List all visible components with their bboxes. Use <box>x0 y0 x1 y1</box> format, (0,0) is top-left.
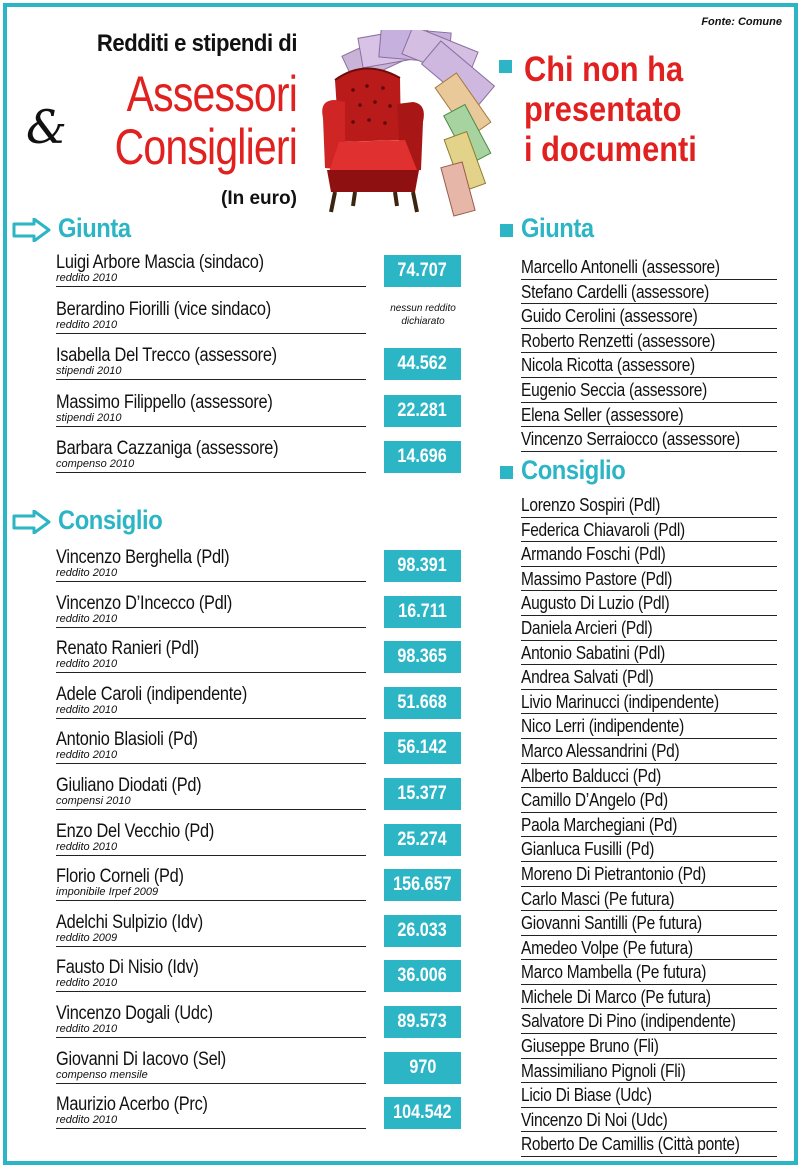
missing-person-item <box>521 985 777 1010</box>
missing-person-item <box>521 518 777 543</box>
missing-person-name: Giovanni Santilli (Pe futura) <box>521 913 702 934</box>
missing-person-name: Marco Mambella (Pe futura) <box>521 962 707 983</box>
row-divider <box>56 900 366 901</box>
income-row <box>56 866 461 912</box>
income-type: reddito 2010 <box>56 977 118 990</box>
income-value-text: 36.006 <box>397 965 448 987</box>
missing-person-item <box>521 542 777 567</box>
person-name: Antonio Blasioli (Pd) <box>56 729 198 751</box>
income-value-text: 104.542 <box>393 1102 452 1124</box>
person-name: Luigi Arbore Mascia (sindaco) <box>56 252 264 273</box>
income-value <box>384 960 461 992</box>
missing-person-item <box>521 255 777 280</box>
row-divider <box>56 627 366 628</box>
row-divider <box>56 379 366 380</box>
row-divider <box>56 946 366 947</box>
missing-person-name: Daniela Arcieri (Pdl) <box>521 617 653 638</box>
missing-person-name: Roberto De Camillis (Città ponte) <box>521 1134 740 1155</box>
income-value-text: 970 <box>409 1056 436 1078</box>
missing-person-item <box>521 690 777 715</box>
missing-person-item <box>521 427 777 452</box>
missing-person-item <box>521 1132 777 1157</box>
income-row <box>56 547 461 593</box>
income-value <box>384 1006 461 1038</box>
missing-person-item <box>521 403 777 428</box>
income-row <box>56 1003 461 1049</box>
income-row <box>56 729 461 775</box>
missing-person-item <box>521 329 777 354</box>
person-name: Florio Corneli (Pd) <box>56 866 184 888</box>
row-divider <box>56 672 366 673</box>
giunta-heading: Giunta <box>58 213 131 243</box>
missing-person-item <box>521 641 777 666</box>
row-divider <box>56 426 366 427</box>
person-name: Vincenzo Berghella (Pdl) <box>56 547 230 568</box>
income-type: compenso mensile <box>56 1068 148 1081</box>
income-value-text: 89.573 <box>397 1011 448 1032</box>
missing-person-item <box>521 911 777 936</box>
missing-person-name: Nicola Ricotta (assessore) <box>521 355 695 376</box>
missing-person-item <box>521 493 777 518</box>
income-type: reddito 2010 <box>56 749 118 762</box>
missing-person-item <box>521 280 777 305</box>
income-value <box>384 915 461 947</box>
income-value-text: 16.711 <box>398 600 447 622</box>
missing-giunta-heading: Giunta <box>521 213 594 243</box>
income-row <box>56 957 461 1003</box>
income-value <box>384 732 461 764</box>
missing-person-item <box>521 304 777 329</box>
right-title-line: presentato <box>524 90 682 129</box>
income-row <box>56 392 461 439</box>
missing-person-item <box>521 960 777 985</box>
missing-person-name: Eugenio Seccia (assessore) <box>521 379 708 400</box>
source-note: Fonte: Comune <box>701 16 782 28</box>
income-value-text: 98.365 <box>397 646 448 668</box>
income-value-text: 98.391 <box>397 555 448 576</box>
person-name: Giovanni Di Iacovo (Sel) <box>56 1048 226 1070</box>
missing-person-item <box>521 1034 777 1059</box>
missing-person-item <box>521 1009 777 1034</box>
missing-person-name: Livio Marinucci (indipendente) <box>521 691 719 712</box>
income-value <box>384 641 461 673</box>
missing-giunta-list <box>521 255 777 452</box>
income-value <box>384 1052 461 1084</box>
income-value-text: 44.562 <box>397 353 448 374</box>
income-row <box>56 252 461 299</box>
person-name: Maurizio Acerbo (Prc) <box>56 1094 208 1116</box>
missing-person-name: Camillo D’Angelo (Pd) <box>521 790 668 811</box>
income-value <box>384 824 461 856</box>
missing-person-item <box>521 813 777 838</box>
missing-person-item <box>521 591 777 616</box>
row-divider <box>56 991 366 992</box>
income-type: reddito 2010 <box>56 318 118 331</box>
title-unit: (In euro) <box>221 188 297 209</box>
missing-person-name: Salvatore Di Pino (indipendente) <box>521 1011 736 1032</box>
income-type: reddito 2010 <box>56 703 118 716</box>
row-divider <box>56 1083 366 1084</box>
row-divider <box>56 286 366 287</box>
row-divider <box>56 333 366 334</box>
row-divider <box>56 809 366 810</box>
square-bullet-icon <box>500 224 513 237</box>
income-row <box>56 912 461 958</box>
missing-person-name: Michele Di Marco (Pe futura) <box>521 986 711 1007</box>
missing-person-name: Antonio Sabatini (Pdl) <box>521 642 666 663</box>
missing-person-name: Marcello Antonelli (assessore) <box>521 257 720 277</box>
armchair-icon <box>322 68 424 212</box>
person-name: Vincenzo D’Incecco (Pdl) <box>56 592 233 614</box>
income-value <box>384 395 461 427</box>
person-name: Isabella Del Trecco (assessore) <box>56 345 277 366</box>
missing-person-item <box>521 665 777 690</box>
person-name: Renato Ranieri (Pdl) <box>56 638 199 660</box>
missing-person-name: Paola Marchegiani (Pd) <box>521 814 678 835</box>
missing-person-name: Vincenzo Serraiocco (assessore) <box>521 429 740 450</box>
missing-person-name: Amedeo Volpe (Pe futura) <box>521 937 693 958</box>
income-type: reddito 2010 <box>56 612 118 625</box>
income-value <box>384 550 461 582</box>
missing-person-name: Gianluca Fusilli (Pd) <box>521 839 655 860</box>
person-name: Adelchi Sulpizio (Idv) <box>56 911 203 933</box>
income-row <box>56 638 461 684</box>
person-name: Adele Caroli (indipendente) <box>56 683 248 705</box>
no-income-note: nessun reddito dichiarato <box>390 302 456 327</box>
income-value <box>384 596 461 628</box>
income-value <box>384 778 461 810</box>
income-value <box>384 687 461 719</box>
missing-consiglio-heading: Consiglio <box>521 455 626 485</box>
income-type: reddito 2010 <box>56 658 118 671</box>
income-type: reddito 2010 <box>56 567 118 579</box>
income-type: compenso 2010 <box>56 458 135 470</box>
missing-person-item <box>521 887 777 912</box>
income-value-text: 156.657 <box>393 874 452 896</box>
missing-person-name: Armando Foschi (Pdl) <box>521 544 666 565</box>
row-divider <box>56 718 366 719</box>
income-row <box>56 1094 461 1140</box>
missing-person-item <box>521 837 777 862</box>
missing-person-item <box>521 1108 777 1133</box>
missing-person-name: Guido Cerolini (assessore) <box>521 306 698 327</box>
person-name: Berardino Fiorilli (vice sindaco) <box>56 298 271 320</box>
square-bullet-icon <box>499 60 512 73</box>
missing-person-name: Alberto Balducci (Pd) <box>521 765 661 786</box>
missing-person-name: Lorenzo Sospiri (Pdl) <box>521 495 661 515</box>
income-type: reddito 2010 <box>56 1114 118 1127</box>
missing-person-item <box>521 788 777 813</box>
missing-person-name: Andrea Salvati (Pdl) <box>521 667 654 688</box>
right-title <box>524 50 697 170</box>
person-name: Vincenzo Dogali (Udc) <box>56 1003 213 1024</box>
missing-person-name: Augusto Di Luzio (Pdl) <box>521 593 670 614</box>
row-divider <box>56 1128 366 1129</box>
missing-person-item <box>521 378 777 403</box>
income-value-text: 51.668 <box>397 691 448 713</box>
missing-person-item <box>521 567 777 592</box>
income-value-text: 74.707 <box>397 260 448 281</box>
missing-consiglio-list <box>521 493 777 1157</box>
income-value-text: 22.281 <box>397 399 448 421</box>
right-title-line: i documenti <box>524 130 697 169</box>
income-value <box>384 1097 461 1129</box>
row-divider <box>56 855 366 856</box>
income-type: stipendi 2010 <box>56 411 122 424</box>
person-name: Barbara Cazzaniga (assessore) <box>56 438 279 459</box>
person-name: Enzo Del Vecchio (Pd) <box>56 820 215 842</box>
income-type: compensi 2010 <box>56 795 131 807</box>
income-type: stipendi 2010 <box>56 365 122 377</box>
income-type: reddito 2010 <box>56 840 118 853</box>
title-line2: Assessori <box>126 66 297 122</box>
missing-person-name: Nico Lerri (indipendente) <box>521 716 685 737</box>
missing-person-name: Carlo Masci (Pe futura) <box>521 888 675 909</box>
missing-person-name: Massimo Pastore (Pdl) <box>521 568 673 589</box>
income-value-text: 56.142 <box>397 737 448 759</box>
missing-person-item <box>521 936 777 961</box>
missing-person-name: Stefano Cardelli (assessore) <box>521 281 710 302</box>
missing-person-item <box>521 714 777 739</box>
income-value <box>384 869 461 901</box>
missing-person-item <box>521 739 777 764</box>
missing-person-name: Elena Seller (assessore) <box>521 404 684 425</box>
income-row <box>56 438 461 485</box>
arrow-icon <box>12 218 52 242</box>
missing-person-item <box>521 1083 777 1108</box>
missing-person-name: Vincenzo Di Noi (Udc) <box>521 1109 668 1130</box>
income-row <box>56 299 461 346</box>
missing-person-item <box>521 1059 777 1084</box>
income-row <box>56 1049 461 1095</box>
row-divider <box>56 581 366 582</box>
missing-person-name: Licio Di Biase (Udc) <box>521 1085 652 1106</box>
square-bullet-icon <box>500 466 513 479</box>
missing-person-name: Moreno Di Pietrantonio (Pd) <box>521 863 706 884</box>
missing-person-item <box>521 862 777 887</box>
missing-person-name: Federica Chiavaroli (Pdl) <box>521 519 685 540</box>
missing-person-name: Marco Alessandrini (Pd) <box>521 740 680 761</box>
income-value-text: 26.033 <box>397 919 448 941</box>
consiglio-heading: Consiglio <box>58 505 163 535</box>
missing-person-item <box>521 616 777 641</box>
missing-person-name: Roberto Renzetti (assessore) <box>521 330 716 351</box>
person-name: Giuliano Diodati (Pd) <box>56 775 202 796</box>
title-line3: Consiglieri <box>114 119 297 175</box>
income-row <box>56 684 461 730</box>
chair-money-illustration <box>305 30 497 220</box>
right-title-line: Chi non ha <box>524 50 684 89</box>
income-value <box>384 441 461 473</box>
title-ampersand: & <box>26 100 67 154</box>
income-type: reddito 2010 <box>56 1023 118 1035</box>
person-name: Fausto Di Nisio (Idv) <box>56 957 199 979</box>
income-type: imponibile Irpef 2009 <box>56 886 159 899</box>
missing-person-item <box>521 353 777 378</box>
income-type: reddito 2009 <box>56 931 118 944</box>
income-row <box>56 775 461 821</box>
row-divider <box>56 472 366 473</box>
income-row <box>56 821 461 867</box>
income-value <box>384 348 461 380</box>
income-row <box>56 345 461 392</box>
row-divider <box>56 1037 366 1038</box>
missing-person-name: Massimiliano Pignoli (Fli) <box>521 1060 686 1081</box>
missing-person-name: Giuseppe Bruno (Fli) <box>521 1036 659 1057</box>
title-line1: Redditi e stipendi di <box>96 30 298 57</box>
arrow-icon <box>12 510 52 534</box>
person-name: Massimo Filippello (assessore) <box>56 391 273 413</box>
income-type: reddito 2010 <box>56 272 118 284</box>
income-value <box>384 255 461 287</box>
income-value-text: 14.696 <box>397 446 448 467</box>
missing-person-item <box>521 764 777 789</box>
income-value-text: 15.377 <box>397 783 448 804</box>
income-row <box>56 593 461 639</box>
row-divider <box>56 763 366 764</box>
income-value-text: 25.274 <box>397 828 448 850</box>
